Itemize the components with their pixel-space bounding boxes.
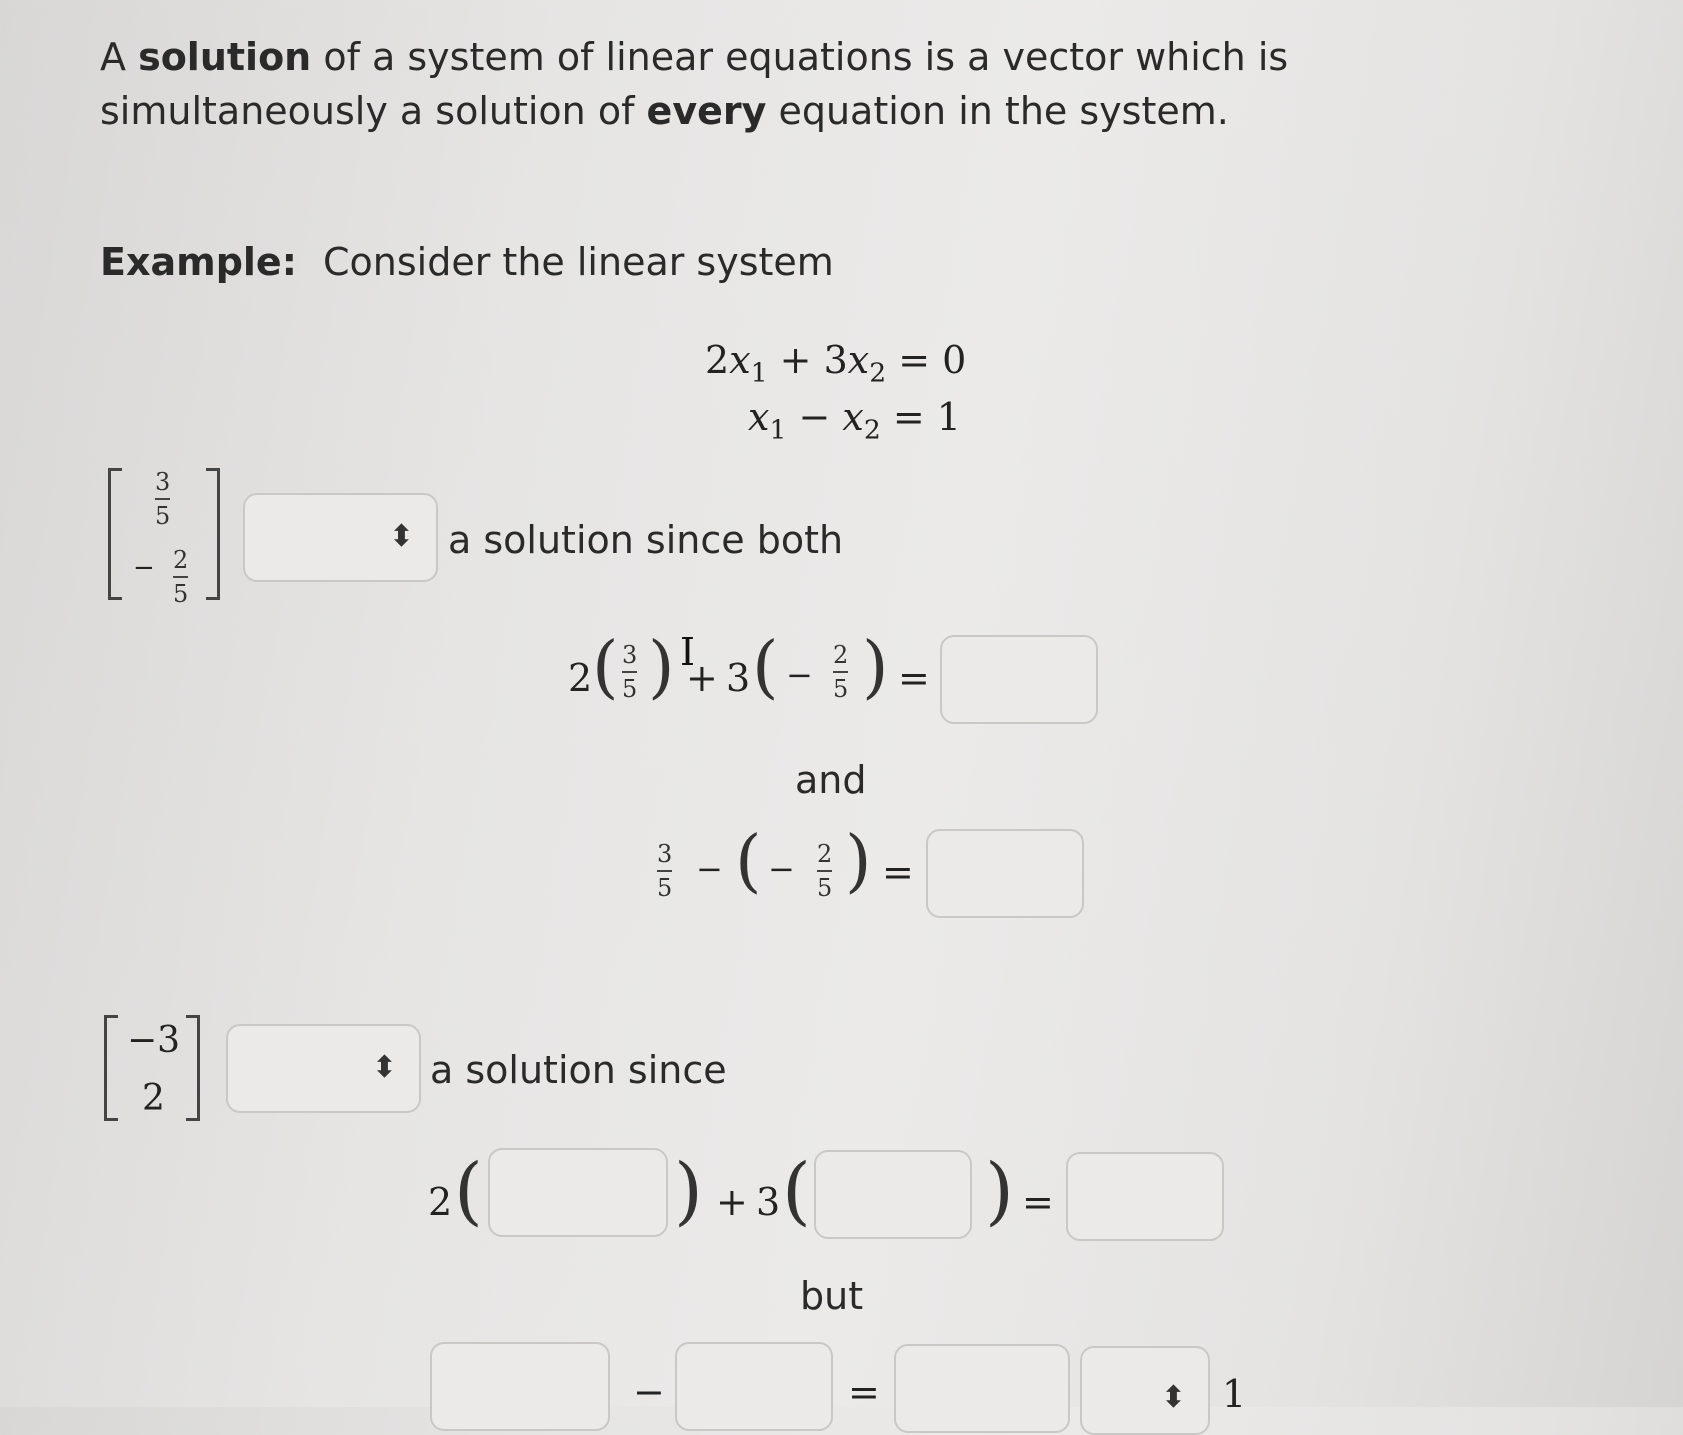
vector-2-right-bracket — [186, 1015, 200, 1121]
select-1-arrows-icon: ⬍ — [388, 519, 414, 554]
intro-bold-solution: solution — [138, 35, 312, 79]
intro-bold-every: every — [646, 89, 767, 133]
paren-close: ) — [674, 1148, 703, 1234]
check-2-fraction-b: 2 5 — [817, 840, 833, 902]
select-2-arrows-icon: ⬍ — [371, 1050, 397, 1085]
check-4-relation-select[interactable] — [1080, 1346, 1210, 1435]
is-is-not-select-1[interactable] — [243, 493, 438, 582]
paren-open: ( — [454, 1148, 483, 1234]
system-equation-2: $x_1 - x_2 = 1$ — [748, 395, 961, 446]
check-4-input-x2[interactable] — [675, 1342, 833, 1431]
paren-open: ( — [752, 628, 779, 707]
text-cursor-icon: I — [680, 630, 696, 674]
check-1-answer-input[interactable] — [940, 635, 1098, 724]
vector-2-bottom: 2 — [142, 1078, 165, 1119]
vector-1-left-bracket — [108, 468, 122, 600]
check-3-answer-input[interactable] — [1066, 1152, 1224, 1241]
paren-open: ( — [735, 822, 762, 901]
intro-text-2: of a system of linear equations is a vector which is simultaneously a solution of — [100, 35, 1289, 133]
intro-text-3: equation in the system. — [766, 89, 1229, 133]
vector-1-minus-sign: − — [133, 553, 155, 583]
check-2-fraction-a: 3 5 — [657, 840, 673, 902]
vector-1-bottom-fraction: 2 5 — [173, 546, 189, 608]
paren-open: ( — [592, 628, 619, 707]
example-label: Example: — [100, 240, 297, 284]
row-1-text: a solution since both — [448, 518, 844, 562]
vector-1-right-bracket — [206, 468, 220, 600]
but-text: but — [800, 1274, 864, 1318]
system-equation-1: $2x_1 + 3x_2 = 0$ — [705, 338, 967, 389]
vector-2-top: −3 — [127, 1020, 181, 1061]
select-4-arrows-icon: ⬍ — [1160, 1380, 1186, 1415]
paren-open: ( — [782, 1148, 811, 1234]
and-text: and — [795, 758, 867, 802]
row-2-text: a solution since — [430, 1048, 727, 1092]
paren-close: ) — [648, 628, 675, 707]
check-3-input-x1[interactable] — [488, 1148, 668, 1237]
vector-1-top-fraction: 3 5 — [155, 468, 171, 530]
intro-text-1: A — [100, 35, 139, 79]
check-3-input-x2[interactable] — [814, 1150, 972, 1239]
check-1-fraction-a: 3 5 — [622, 641, 638, 703]
check-2-answer-input[interactable] — [926, 829, 1084, 918]
paren-close: ) — [985, 1148, 1014, 1234]
check-4-result-input[interactable] — [894, 1344, 1070, 1433]
check-1-fraction-b: 2 5 — [833, 641, 849, 703]
vector-2-left-bracket — [104, 1015, 118, 1121]
is-is-not-select-2[interactable] — [226, 1024, 421, 1113]
example-line — [100, 240, 834, 284]
example-text: Consider the linear system — [323, 240, 834, 284]
check-4-input-x1[interactable] — [430, 1342, 610, 1431]
paren-close: ) — [862, 628, 889, 707]
intro-paragraph — [100, 30, 1580, 138]
paren-close: ) — [845, 822, 872, 901]
